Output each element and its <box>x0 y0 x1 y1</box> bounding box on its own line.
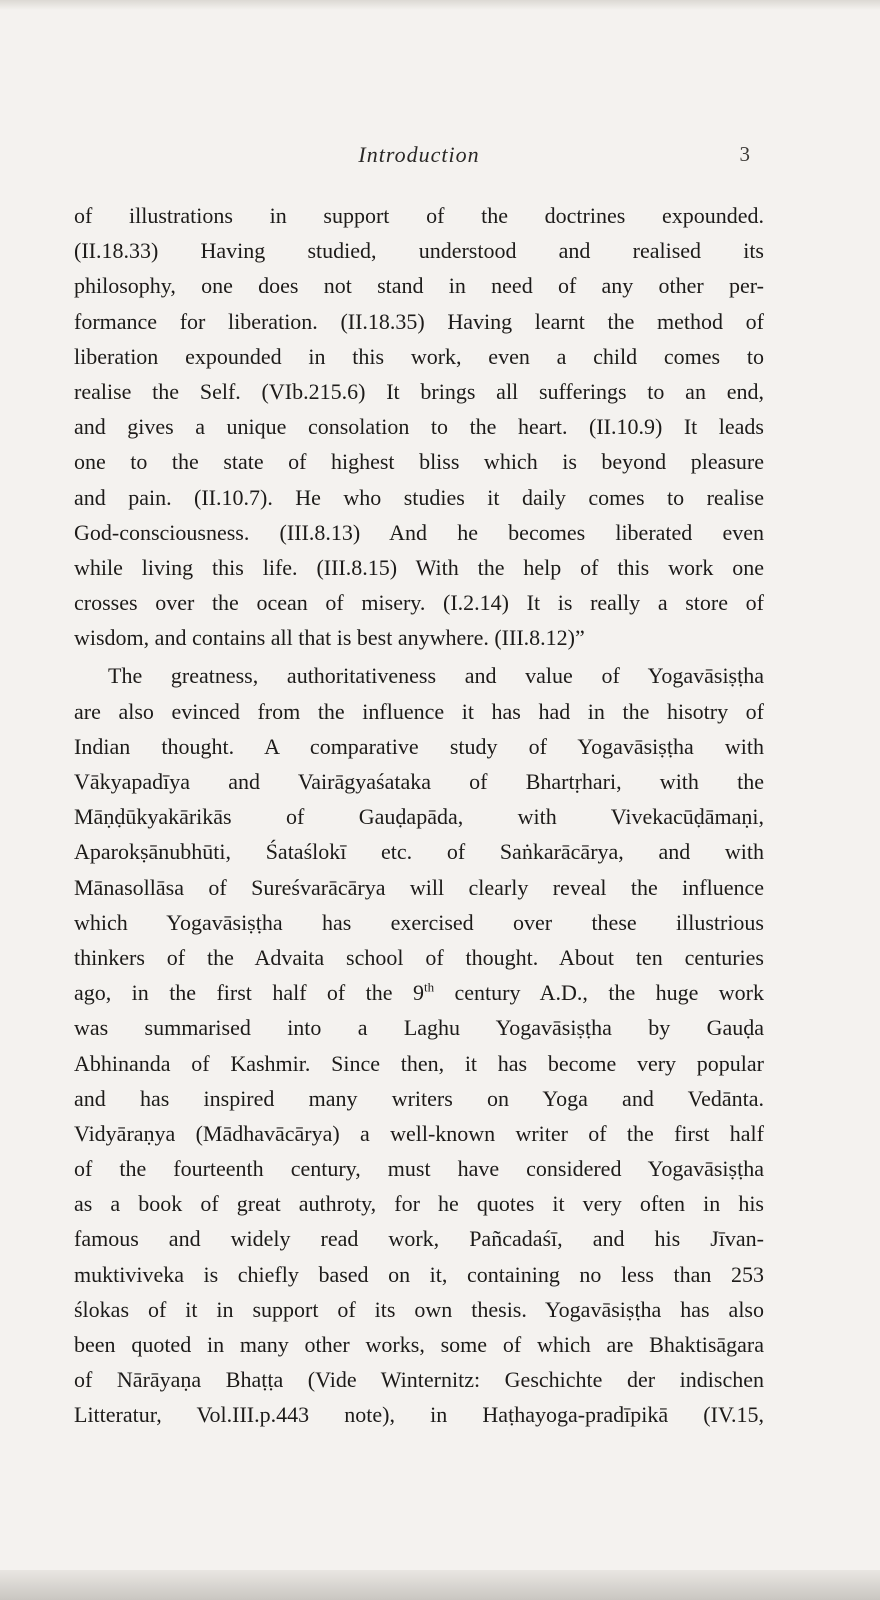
ordinal-superscript: th <box>423 979 435 995</box>
text-line: of illustrations in support of the doctrines expounded. <box>74 203 764 228</box>
text-line: are also evinced from the influence it has had in the hisotry of <box>74 698 764 724</box>
text-line: of Nārāyaṇa Bhaṭṭa (Vide Winternitz: Geschichte der indischen <box>74 1367 764 1393</box>
text-line: Mānasollāsa of Sureśvarācārya will clearly reveal the influence <box>74 874 764 900</box>
page-bottom-edge <box>0 1570 880 1600</box>
text-line: philosophy, one does not stand in need of any other per- <box>74 273 764 299</box>
text-line: and gives a unique consolation to the heart. (II.10.9) It leads <box>74 414 764 440</box>
text-line-with-superscript <box>74 975 764 1010</box>
paragraph-greatness <box>74 658 764 1432</box>
page-number: 3 <box>739 142 750 166</box>
text-line: Māṇḍūkyakārikās of Gauḍapāda, with Vivekacūḍāmaṇi, <box>74 804 764 830</box>
text-line: liberation expounded in this work, even a child comes to <box>74 343 764 369</box>
text-line: The greatness, authoritativeness and value of Yogavāsiṣṭha <box>108 663 764 689</box>
text-line: and has inspired many writers on Yoga and Vedānta. <box>74 1085 764 1111</box>
text-line: formance for liberation. (II.18.35) Having learnt the method of <box>74 308 764 334</box>
text-line: realise the Self. (VIb.215.6) It brings all sufferings to an end, <box>74 378 764 404</box>
text-line: Indian thought. A comparative study of Yogavāsiṣṭha with <box>74 733 764 759</box>
text-line: one to the state of highest bliss which is beyond pleasure <box>74 449 764 475</box>
page-top-shadow <box>0 0 880 10</box>
page-header <box>74 142 764 176</box>
text-line: and pain. (II.10.7). He who studies it daily comes to realise <box>74 484 764 510</box>
paragraph-quote-continuation <box>74 198 764 655</box>
text-line: as a book of great authroty, for he quotes it very often in his <box>74 1191 764 1217</box>
text-line: famous and widely read work, Pañcadaśī, and his Jīvan- <box>74 1226 764 1252</box>
text-line: Litteratur, Vol.III.p.443 note), in Haṭhayoga-pradīpikā (IV.15, <box>74 1402 764 1428</box>
text-line: Vidyāraṇya (Mādhavācārya) a well-known writer of the first half <box>74 1120 764 1146</box>
text-line: thinkers of the Advaita school of thought. About ten centuries <box>74 944 764 970</box>
text-line: of the fourteenth century, must have considered Yogavāsiṣṭha <box>74 1156 764 1182</box>
running-title: Introduction <box>358 142 480 167</box>
text-line: Abhinanda of Kashmir. Since then, it has become very popular <box>74 1050 764 1076</box>
text-line: was summarised into a Laghu Yogavāsiṣṭha by Gauḍa <box>74 1015 764 1041</box>
text-line: been quoted in many other works, some of which are Bhaktisāgara <box>74 1332 764 1357</box>
text-line: while living this life. (III.8.15) With the help of this work one <box>74 554 764 580</box>
text-line: muktiviveka is chiefly based on it, containing no less than 253 <box>74 1261 764 1287</box>
text-line: crosses over the ocean of misery. (I.2.14) It is really a store of <box>74 590 764 616</box>
text-line: which Yogavāsiṣṭha has exercised over these illustrious <box>74 909 764 935</box>
line-text-tail: century A.D., the huge work <box>434 980 764 1006</box>
text-line: ślokas of it in support of its own thesis. Yogavāsiṣṭha has also <box>74 1296 764 1322</box>
text-line: Vākyapadīya and Vairāgyaśataka of Bhartṛhari, with the <box>74 769 764 794</box>
text-line: wisdom, and contains all that is best anywhere. (III.8.12)” <box>74 625 585 651</box>
line-text-head: ago, in the first half of the 9 <box>74 980 424 1006</box>
text-line: Aparokṣānubhūti, Śataślokī etc. of Saṅkarācārya, and with <box>74 839 764 865</box>
page-body <box>74 198 764 1433</box>
text-line: (II.18.33) Having studied, understood and realised its <box>74 238 764 264</box>
text-line: God-consciousness. (III.8.13) And he becomes liberated even <box>74 519 764 545</box>
